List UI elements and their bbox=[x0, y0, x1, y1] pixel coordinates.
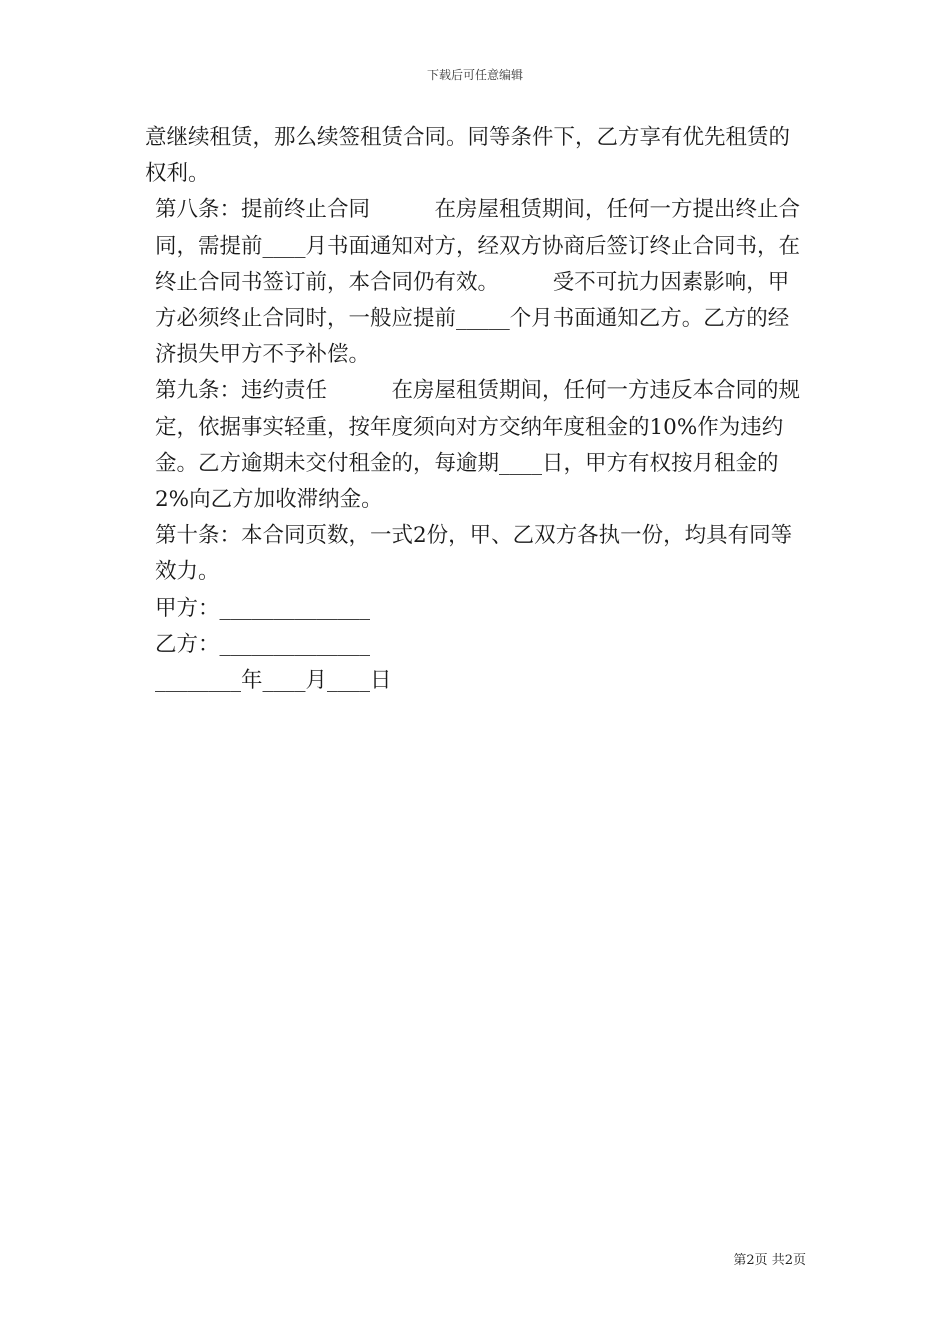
paragraph-continuation: 意继续租赁，那么续签租赁合同。同等条件下，乙方享有优先租赁的权利。 bbox=[145, 125, 791, 187]
document-body bbox=[145, 120, 807, 699]
page-number: 第2页 共2页 bbox=[733, 1253, 806, 1268]
article-8-early-termination: 第八条：提前终止合同 在房屋租赁期间，任何一方提出终止合同，需提前____月书面通知对方，经双方协商后签订终止合同书，在终止合同书签订前，本合同仍有效。 受不可抗力因素影响，甲方必须终止合同时，一般应提前_____个月书面通知乙方。乙方的经济损失甲方不予补偿。 bbox=[155, 197, 801, 368]
date-line: ________年____月____日 bbox=[155, 668, 392, 694]
article-10-copies: 第十条：本合同页数，一式2份，甲、乙双方各执一份，均具有同等效力。 bbox=[155, 523, 793, 585]
page-header: 下载后可任意编辑 bbox=[426, 68, 523, 82]
article-9-liability: 第九条：违约责任 在房屋租赁期间，任何一方违反本合同的规定，依据事实轻重，按年度须向对方交纳年度租金的10%作为违约金。乙方逾期未交付租金的，每逾期____日，甲方有权按月租金的2%向乙方加收滞纳金。 bbox=[155, 378, 801, 513]
party-b-signature-line: 乙方：______________ bbox=[155, 631, 371, 657]
party-a-signature-line: 甲方：______________ bbox=[155, 595, 371, 621]
